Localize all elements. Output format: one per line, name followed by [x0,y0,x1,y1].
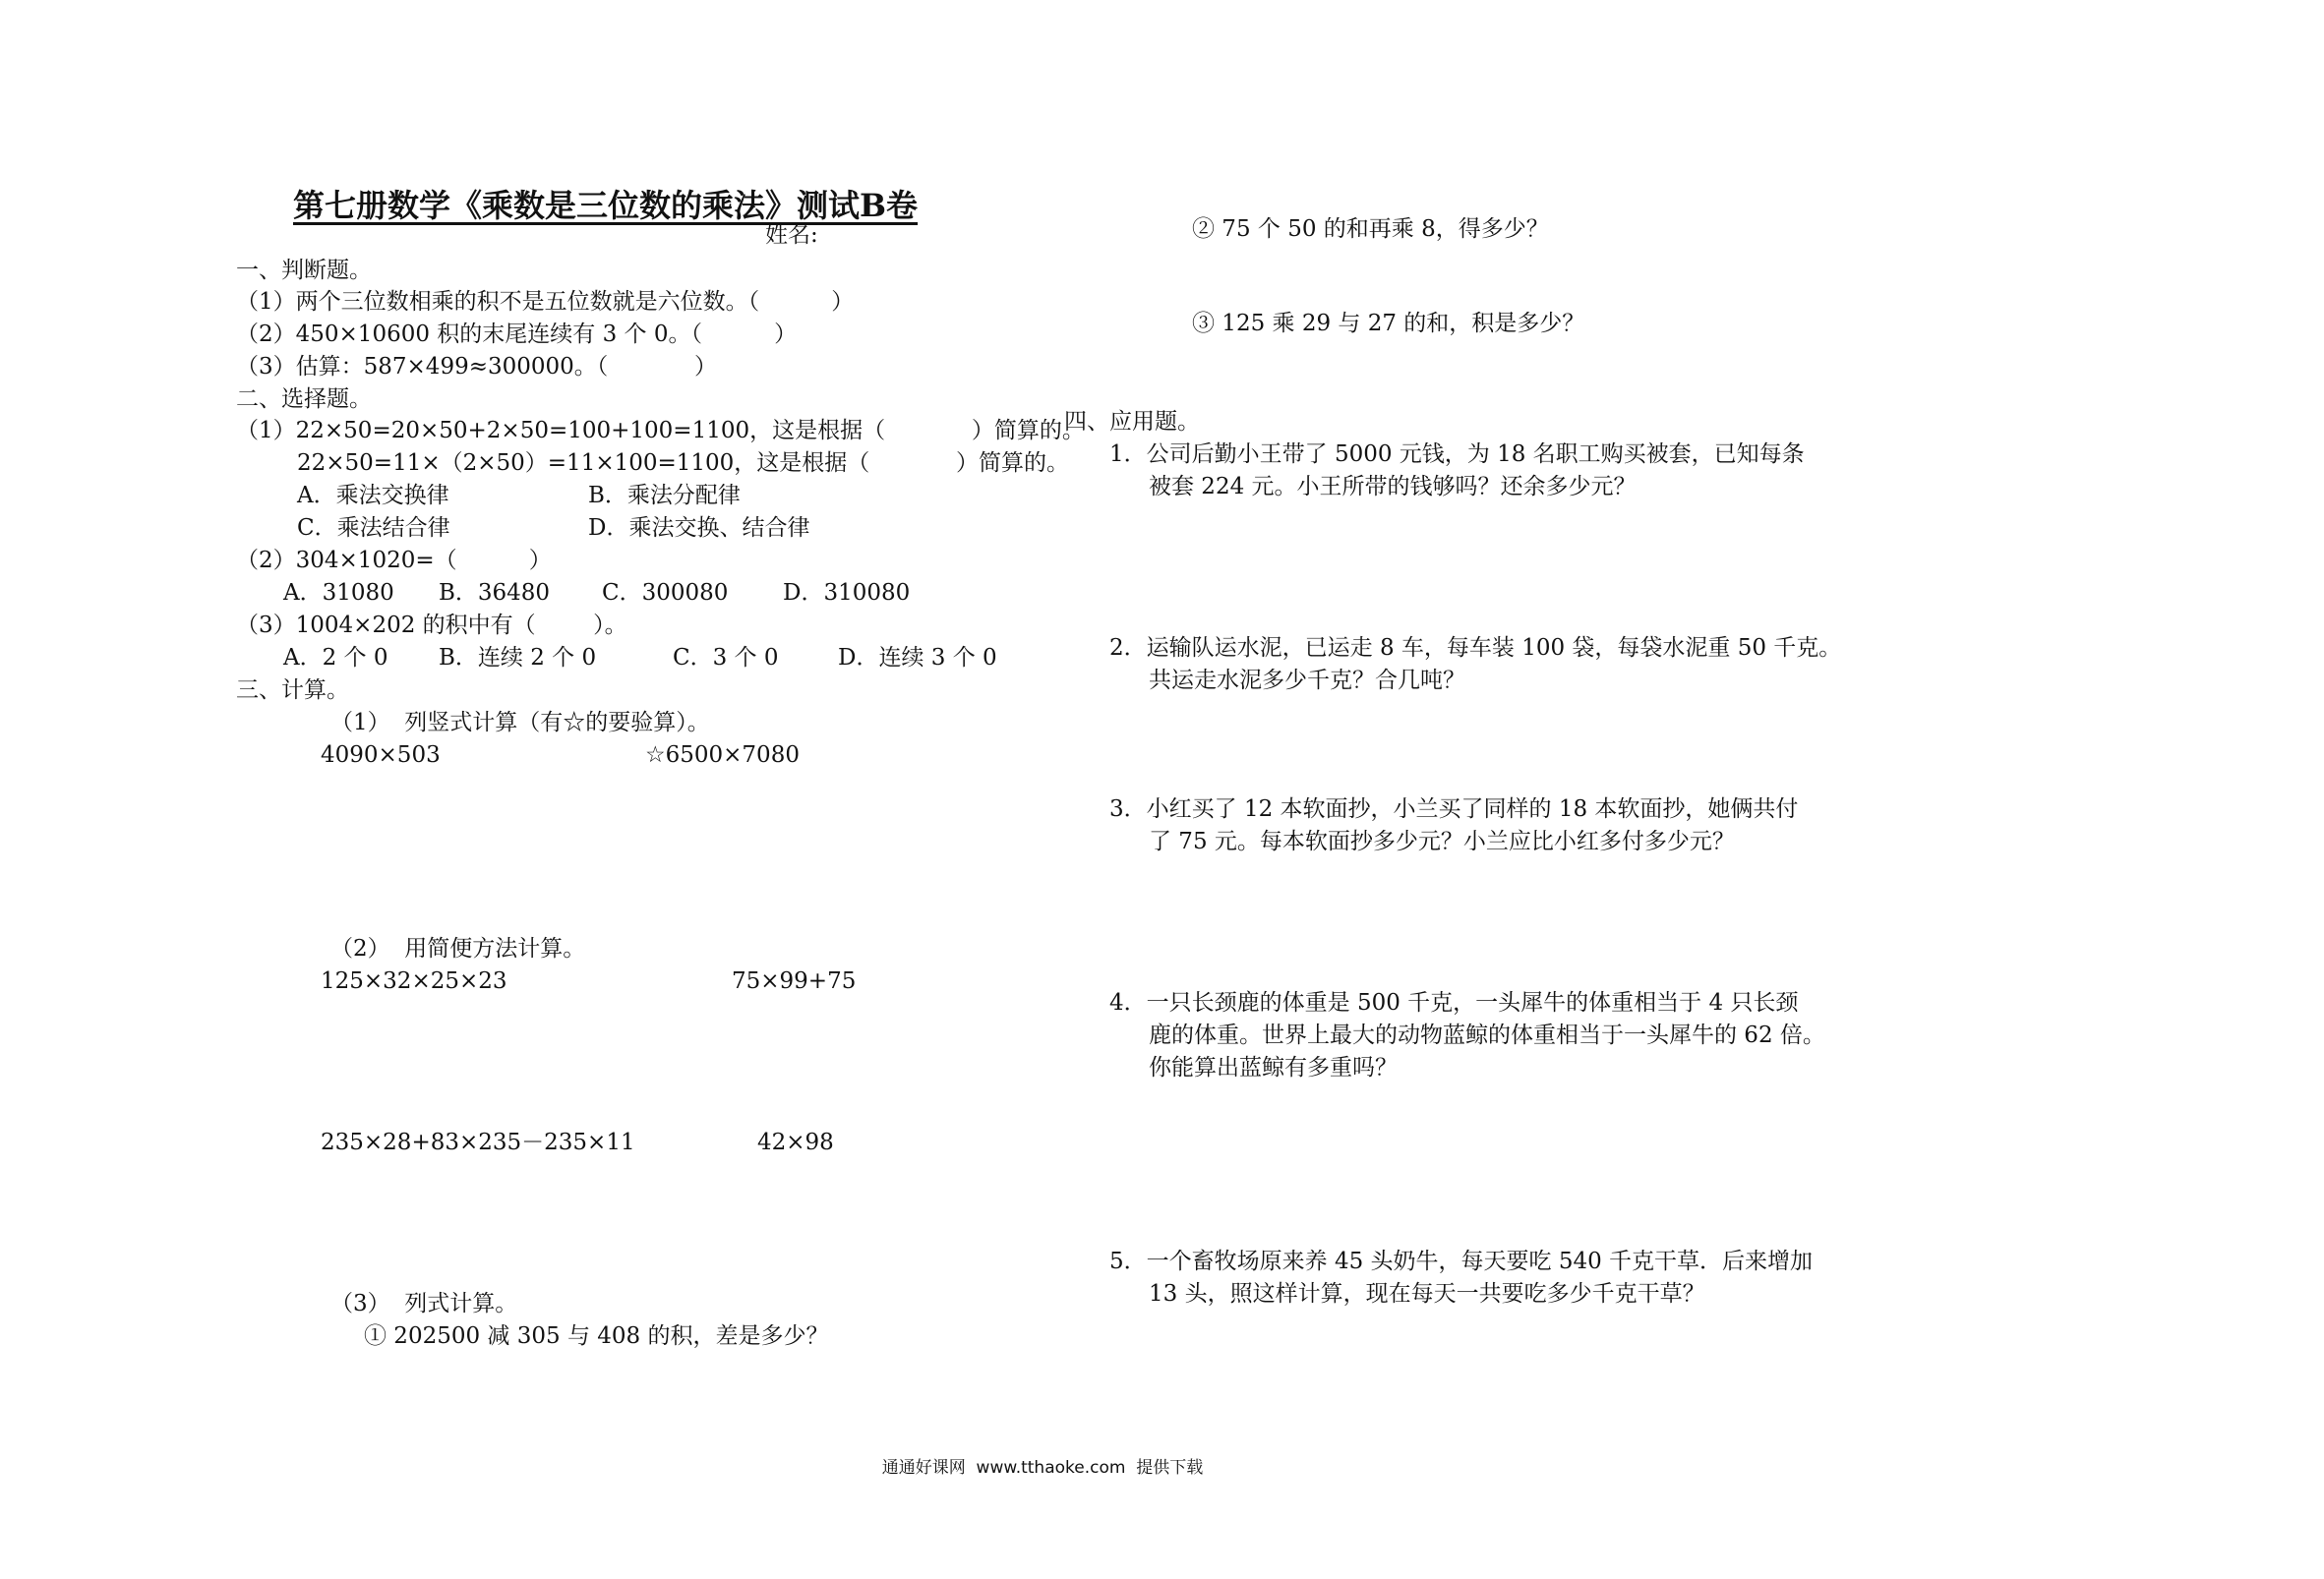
section3-heading: 三、计算。 [236,677,349,703]
word-problem-5-line1: 5．一个畜牧场原来养 45 头奶牛，每天要吃 540 千克干草．后来增加 [1109,1249,1814,1274]
calc-part3-label: （3） 列式计算。 [330,1291,518,1316]
word-problem-1-line2: 被套 224 元。小王所带的钱够吗？还余多少元？ [1149,474,1637,499]
choice-q3-option-a: A．2 个 0 [283,645,388,671]
choice-q2-option-c: C．300080 [602,580,729,606]
choice-q3-option-d: D．连续 3 个 0 [838,645,997,671]
choice-q1-option-b: B．乘法分配律 [588,483,741,508]
word-problem-4-line3: 你能算出蓝鲸有多重吗？ [1149,1055,1398,1081]
page-title: 第七册数学《乘数是三位数的乘法》测试B卷 [293,187,919,224]
word-problem-4-line2: 鹿的体重。世界上最大的动物蓝鲸的体重相当于一头犀牛的 62 倍。 [1149,1023,1825,1048]
judge-item-1: （1）两个三位数相乘的积不是五位数就是六位数。（ ） [236,289,855,315]
calc-part1-label: （1） 列竖式计算（有☆的要验算）。 [330,710,710,735]
choice-q1-option-c: C．乘法结合律 [297,515,450,541]
choice-q2-option-a: A．31080 [283,580,394,606]
choice-q1-option-d: D．乘法交换、结合律 [588,515,810,541]
choice-q1-line1: （1）22×50=20×50+2×50=100+100=1100，这是根据（ ）简算的。 [236,418,1085,443]
choice-q2: （2）304×1020=（ ） [236,548,552,573]
word-problem-3-line2: 了 75 元。每本软面抄多少元？小兰应比小红多付多少元？ [1149,829,1735,854]
calc-part2-item-1: 125×32×25×23 [321,968,507,994]
calc-part2-item-2: 75×99+75 [732,968,857,994]
word-problem-2-line2: 共运走水泥多少千克？合几吨？ [1149,668,1465,693]
calc-part3-item-3: ③ 125 乘 29 与 27 的和，积是多少？ [1192,311,1585,336]
name-label: 姓名: [765,222,818,248]
choice-q2-option-d: D．310080 [783,580,911,606]
footer-credit: 通通好课网 www.tthaoke.com 提供下载 [881,1458,1204,1478]
choice-q3-option-b: B．连续 2 个 0 [439,645,597,671]
calc-part2-label: （2） 用简便方法计算。 [330,936,586,962]
calc-part3-item-1: ① 202500 减 305 与 408 的积，差是多少？ [364,1323,829,1349]
choice-q2-option-b: B．36480 [439,580,551,606]
word-problem-1-line1: 1．公司后勤小王带了 5000 元钱，为 18 名职工购买被套，已知每条 [1109,441,1805,467]
choice-q3: （3）1004×202 的积中有（ ）。 [236,613,627,638]
calc-part1-item-2: ☆6500×7080 [645,742,800,768]
word-problem-5-line2: 13 头，照这样计算，现在每天一共要吃多少千克干草？ [1149,1281,1705,1307]
choice-q1-line2: 22×50=11×（2×50）=11×100=1100，这是根据（ ）简算的。 [297,450,1070,476]
section1-heading: 一、判断题。 [236,258,372,283]
word-problem-4-line1: 4．一只长颈鹿的体重是 500 千克，一头犀牛的体重相当于 4 只长颈 [1109,990,1799,1016]
section4-heading: 四、应用题。 [1064,409,1200,435]
calc-part2-item-3: 235×28+83×235－235×11 [321,1130,635,1155]
judge-item-3: （3）估算：587×499≈300000。（ ） [236,354,718,380]
calc-part3-item-2: ② 75 个 50 的和再乘 8，得多少？ [1192,216,1549,242]
section2-heading: 二、选择题。 [236,386,372,412]
judge-item-2: （2）450×10600 积的末尾连续有 3 个 0。（ ） [236,322,798,347]
calc-part2-item-4: 42×98 [757,1130,834,1155]
calc-part1-item-1: 4090×503 [321,742,441,768]
choice-q1-option-a: A．乘法交换律 [297,483,449,508]
word-problem-2-line1: 2．运输队运水泥，已运走 8 车，每车装 100 袋，每袋水泥重 50 千克。 [1109,635,1842,661]
choice-q3-option-c: C．3 个 0 [673,645,779,671]
word-problem-3-line1: 3．小红买了 12 本软面抄，小兰买了同样的 18 本软面抄，她俩共付 [1109,796,1799,822]
